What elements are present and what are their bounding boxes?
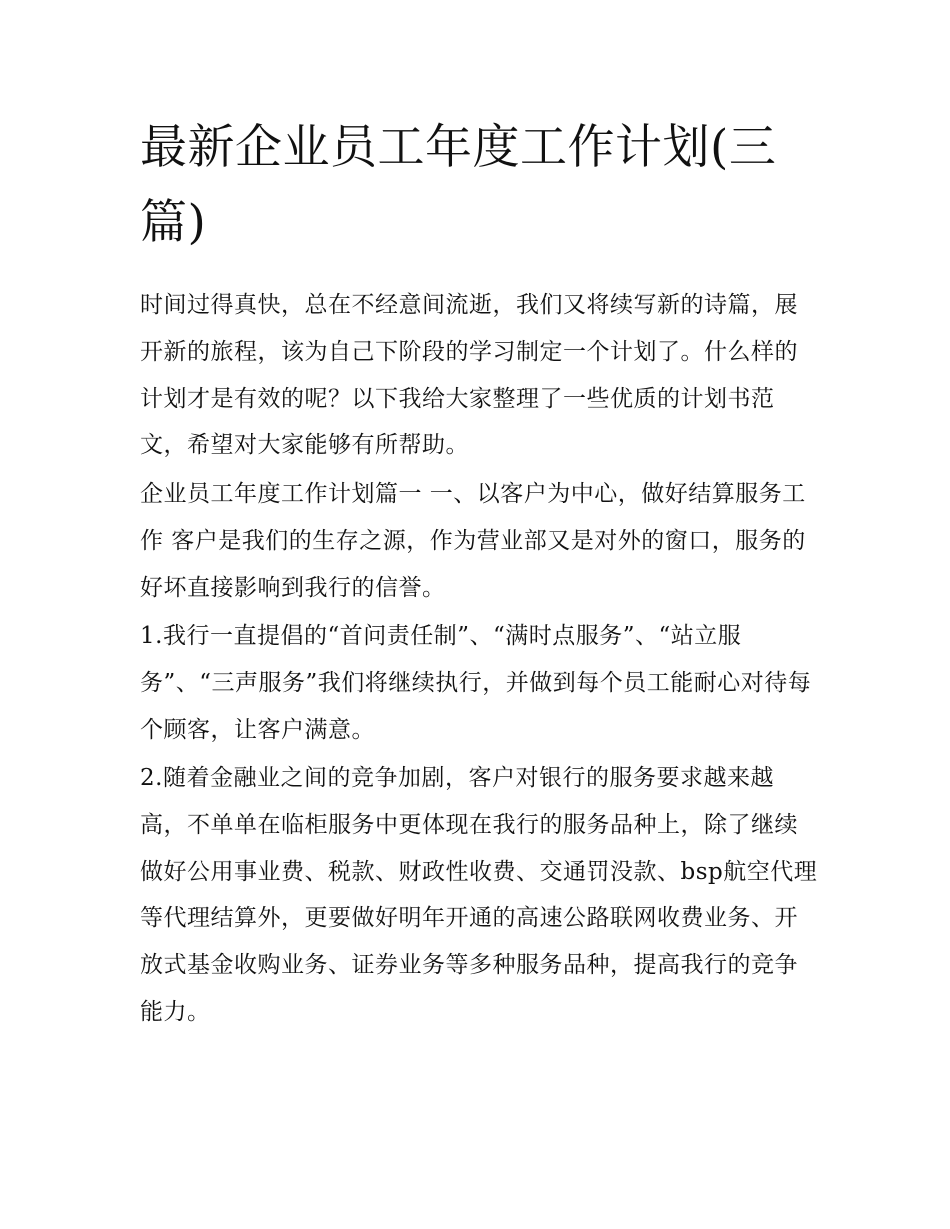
item-one-paragraph: 1.我行一直提倡的“首问责任制”、“满时点服务”、“站立服务”、“三声服务”我们将继续执行，并做到每个员工能耐心对待每个顾客，让客户满意。 [140,623,812,743]
document-page [140,110,820,1037]
intro-paragraph: 时间过得真快，总在不经意间流逝，我们又将续写新的诗篇，展开新的旅程，该为自己下阶段的学习制定一个计划了。什么样的计划才是有效的呢？以下我给大家整理了一些优质的计划书范文，希望对大家能够有所帮助。 [140,292,798,459]
document-title: 最新企业员工年度工作计划(三篇) [140,120,777,251]
item-two-paragraph: 2.随着金融业之间的竞争加剧，客户对银行的服务要求越来越高，不单单在临柜服务中更体现在我行的服务品种上，除了继续做好公用事业费、税款、财政性收费、交通罚没款、bsp航空代理等代理结算外，更要做好明年开通的高速公路联网收费业务、开放式基金收购业务、证券业务等多种服务品种，提高我行的竞争能力。 [140,765,818,1025]
section-one-paragraph: 企业员工年度工作计划篇一 一、以客户为中心，做好结算服务工作 客户是我们的生存之源，作为营业部又是对外的窗口，服务的好坏直接影响到我行的信誉。 [140,481,806,601]
